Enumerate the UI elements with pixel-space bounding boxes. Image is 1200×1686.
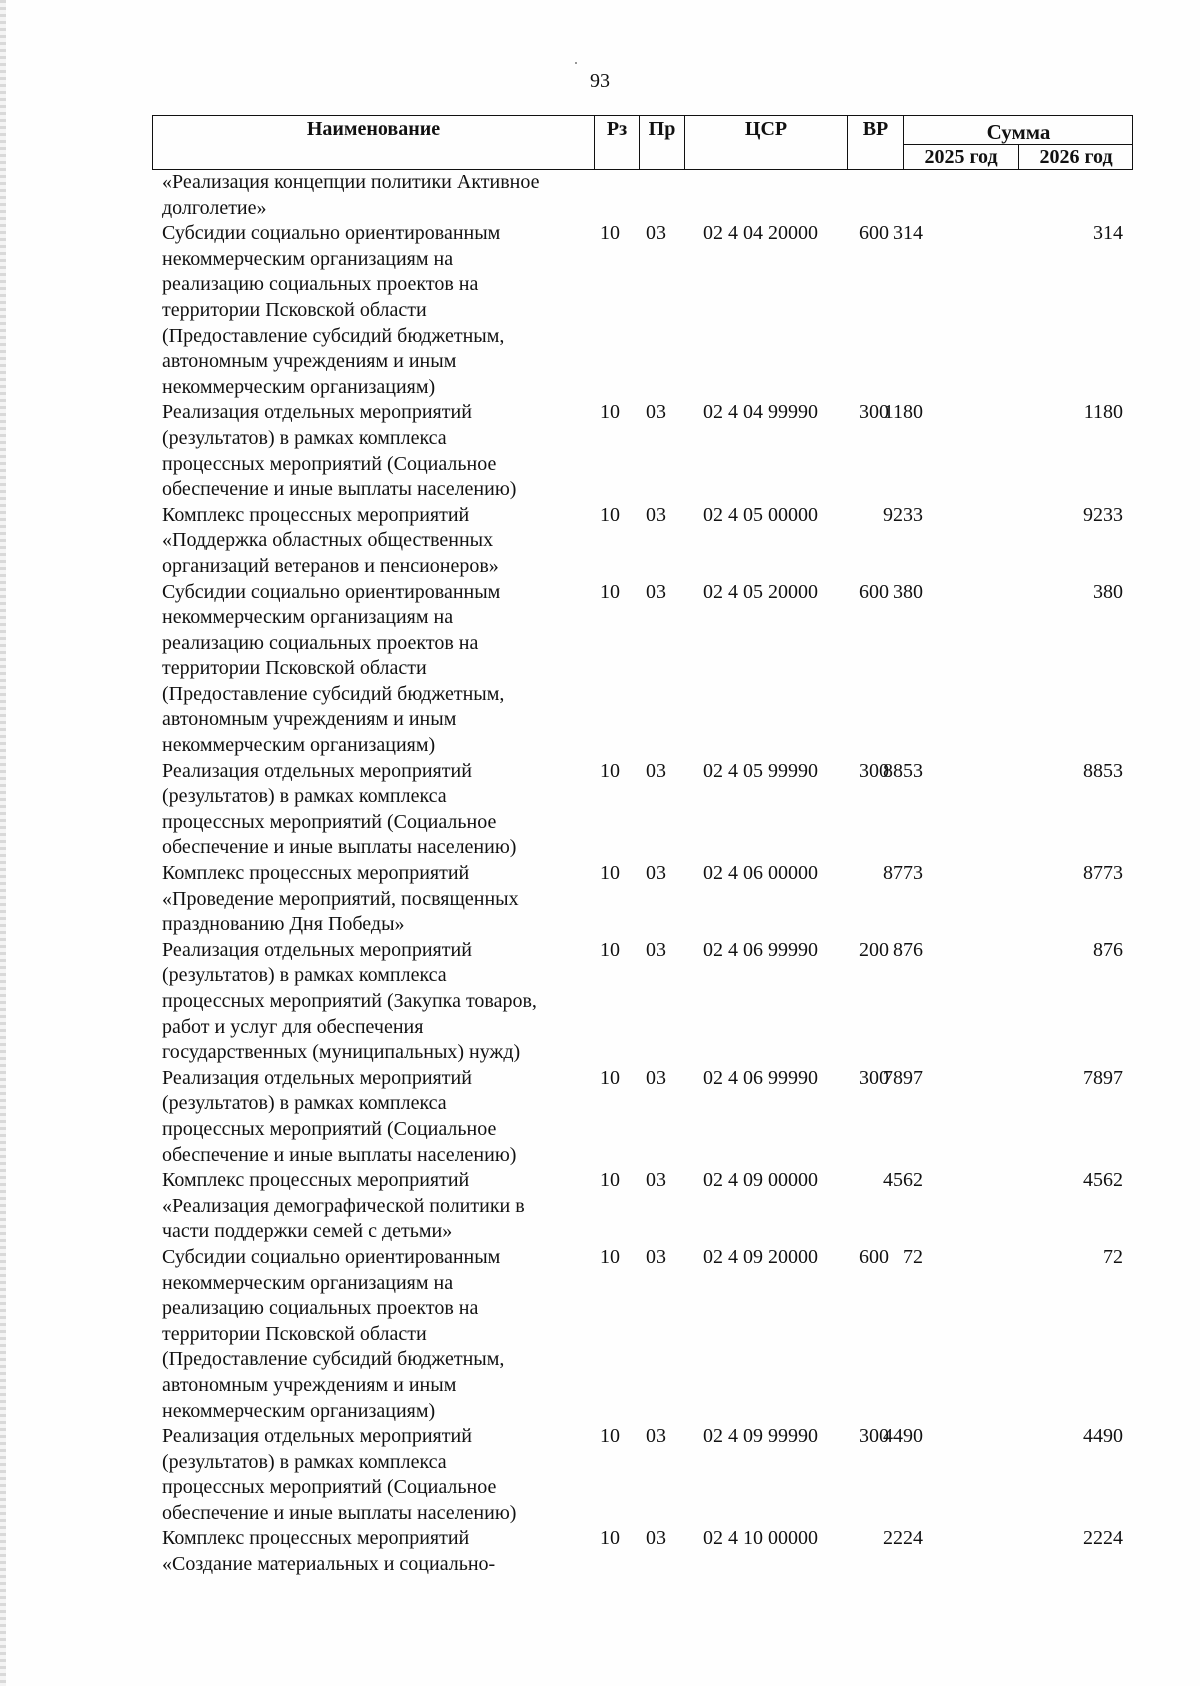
header-csr-cell <box>685 116 848 169</box>
header-pr: Пр <box>648 118 676 140</box>
row-amount-2026: 8853 <box>1083 759 1123 782</box>
row-vr: 600 <box>859 222 889 245</box>
row-amount-2025: 8853 <box>883 759 923 782</box>
row-name-line: некоммерческим организациям на <box>162 606 454 629</box>
row-rz: 10 <box>600 222 620 245</box>
row-amount-2025: 2224 <box>883 1527 923 1550</box>
table-row <box>152 400 1133 502</box>
row-name <box>152 938 592 1066</box>
row-name-line: организаций ветеранов и пенсионеров» <box>162 554 499 577</box>
row-name <box>152 759 592 861</box>
header-year-2026: 2026 год <box>1039 146 1113 168</box>
row-name <box>152 1526 592 1577</box>
row-name-line: «Проведение мероприятий, посвященных <box>162 887 519 910</box>
table-row <box>152 503 1133 580</box>
row-name-line: Реализация отдельных мероприятий <box>162 938 472 961</box>
header-vr-cell <box>848 116 904 169</box>
row-name-line: обеспечение и иные выплаты населению) <box>162 478 517 501</box>
row-rz: 10 <box>600 1066 620 1089</box>
row-amount-2025: 9233 <box>883 503 923 526</box>
row-amount-2025: 876 <box>893 938 923 961</box>
row-name-line: некоммерческим организациям) <box>162 734 436 757</box>
row-amount-2026: 4490 <box>1083 1425 1123 1448</box>
row-amount-2025: 4490 <box>883 1425 923 1448</box>
row-name <box>152 1245 592 1424</box>
row-rz: 10 <box>600 1425 620 1448</box>
row-amount-2025: 314 <box>893 222 923 245</box>
row-pr: 03 <box>646 938 666 961</box>
row-amount-2025: 72 <box>903 1245 923 1268</box>
row-name-line: «Реализация демографической политики в <box>162 1194 525 1217</box>
header-rz: Рз <box>606 118 628 140</box>
row-csr: 02 4 04 20000 <box>703 222 818 245</box>
row-amount-2026: 72 <box>1103 1245 1123 1268</box>
table-body <box>152 170 1133 1578</box>
row-name <box>152 503 592 580</box>
row-name-line: автономным учреждениям и иным <box>162 1373 457 1396</box>
row-name-line: территории Псковской области <box>162 657 427 680</box>
header-csr: ЦСР <box>744 118 788 140</box>
row-rz: 10 <box>600 938 620 961</box>
row-pr: 03 <box>646 862 666 885</box>
row-amount-2026: 380 <box>1093 580 1123 603</box>
row-rz: 10 <box>600 1527 620 1550</box>
row-name-line: части поддержки семей с детьми» <box>162 1220 453 1243</box>
row-name-line: (Предоставление субсидий бюджетным, <box>162 682 505 705</box>
row-csr: 02 4 04 99990 <box>703 401 818 424</box>
row-name-line: обеспечение и иные выплаты населению) <box>162 1143 517 1166</box>
row-name-line: некоммерческим организациям на <box>162 1271 454 1294</box>
table-row <box>152 1066 1133 1168</box>
row-vr: 600 <box>859 580 889 603</box>
row-vr: 300 <box>859 759 889 782</box>
row-name-line: обеспечение и иные выплаты населению) <box>162 1501 517 1524</box>
row-rz: 10 <box>600 862 620 885</box>
table-row <box>152 861 1133 938</box>
row-name-line: (результатов) в рамках комплекса <box>162 964 447 987</box>
header-name-cell <box>153 116 595 169</box>
row-name-line: некоммерческим организациям на <box>162 247 454 270</box>
row-name <box>152 580 592 759</box>
row-name-line: процессных мероприятий (Социальное <box>162 810 497 833</box>
table-row <box>152 1424 1133 1526</box>
row-name-line: обеспечение и иные выплаты населению) <box>162 836 517 859</box>
table-row <box>152 221 1133 400</box>
row-pr: 03 <box>646 580 666 603</box>
row-name-line: Субсидии социально ориентированным <box>162 580 501 603</box>
row-name-line: Реализация отдельных мероприятий <box>162 1066 472 1089</box>
row-csr: 02 4 06 99990 <box>703 938 818 961</box>
row-amount-2025: 4562 <box>883 1169 923 1192</box>
row-name-line: реализацию социальных проектов на <box>162 273 479 296</box>
header-year-2025: 2025 год <box>924 146 998 168</box>
row-csr: 02 4 09 99990 <box>703 1425 818 1448</box>
row-name-line: (Предоставление субсидий бюджетным, <box>162 324 505 347</box>
row-name-line: Комплекс процессных мероприятий <box>162 862 470 885</box>
header-name: Наименование <box>306 118 441 140</box>
row-csr: 02 4 05 20000 <box>703 580 818 603</box>
row-name-line: работ и услуг для обеспечения <box>162 1015 424 1038</box>
row-name-line: процессных мероприятий (Социальное <box>162 452 497 475</box>
row-pr: 03 <box>646 1527 666 1550</box>
page-number: 93 <box>590 70 610 92</box>
table-row <box>152 1168 1133 1245</box>
row-pr: 03 <box>646 759 666 782</box>
row-amount-2026: 2224 <box>1083 1527 1123 1550</box>
row-name <box>152 1066 592 1168</box>
row-name-line: автономным учреждениям и иным <box>162 708 457 731</box>
header-sum: Сумма <box>986 120 1051 144</box>
row-pr: 03 <box>646 1169 666 1192</box>
header-vr: ВР <box>862 118 889 140</box>
row-pr: 03 <box>646 222 666 245</box>
row-name-line: Комплекс процессных мероприятий <box>162 503 470 526</box>
row-pr: 03 <box>646 1066 666 1089</box>
row-amount-2025: 380 <box>893 580 923 603</box>
row-name <box>152 861 592 938</box>
row-name-line: государственных (муниципальных) нужд) <box>162 1041 521 1064</box>
row-name-line: автономным учреждениям и иным <box>162 350 457 373</box>
header-rz-cell <box>595 116 640 169</box>
row-name-line: Реализация отдельных мероприятий <box>162 1425 472 1448</box>
row-name-line: «Реализация концепции политики Активное <box>162 171 540 193</box>
table-row <box>152 938 1133 1066</box>
row-amount-2025: 8773 <box>883 862 923 885</box>
row-name <box>152 170 592 221</box>
row-name-line: территории Псковской области <box>162 298 427 321</box>
row-amount-2026: 4562 <box>1083 1169 1123 1192</box>
table-row <box>152 759 1133 861</box>
row-name-line: «Создание материальных и социально- <box>162 1553 496 1576</box>
row-name-line: процессных мероприятий (Социальное <box>162 1476 497 1499</box>
row-amount-2026: 314 <box>1093 222 1123 245</box>
row-name-line: (Предоставление субсидий бюджетным, <box>162 1348 505 1371</box>
row-name-line: некоммерческим организациям) <box>162 1399 436 1422</box>
row-rz: 10 <box>600 503 620 526</box>
row-name <box>152 1424 592 1526</box>
row-name-line: празднованию Дня Победы» <box>162 913 405 936</box>
row-name <box>152 400 592 502</box>
row-csr: 02 4 06 00000 <box>703 862 818 885</box>
row-rz: 10 <box>600 759 620 782</box>
row-name-line: реализацию социальных проектов на <box>162 631 479 654</box>
row-csr: 02 4 05 99990 <box>703 759 818 782</box>
row-csr: 02 4 09 20000 <box>703 1245 818 1268</box>
row-pr: 03 <box>646 503 666 526</box>
row-name-line: (результатов) в рамках комплекса <box>162 426 447 449</box>
row-name-line: реализацию социальных проектов на <box>162 1297 479 1320</box>
row-pr: 03 <box>646 1425 666 1448</box>
table-row <box>152 1526 1133 1577</box>
table-row <box>152 1245 1133 1424</box>
row-name-line: долголетие» <box>162 196 267 219</box>
row-name-line: территории Псковской области <box>162 1322 427 1345</box>
row-name-line: Субсидии социально ориентированным <box>162 222 501 245</box>
row-vr: 200 <box>859 938 889 961</box>
row-name-line: некоммерческим организациям) <box>162 375 436 398</box>
row-amount-2026: 9233 <box>1083 503 1123 526</box>
row-rz: 10 <box>600 401 620 424</box>
row-csr: 02 4 10 00000 <box>703 1527 818 1550</box>
row-name-line: Комплекс процессных мероприятий <box>162 1527 470 1550</box>
row-name-line: Реализация отдельных мероприятий <box>162 401 472 424</box>
row-vr: 300 <box>859 401 889 424</box>
row-pr: 03 <box>646 1245 666 1268</box>
row-csr: 02 4 05 00000 <box>703 503 818 526</box>
row-amount-2026: 1180 <box>1083 401 1123 424</box>
row-name-line: Реализация отдельных мероприятий <box>162 759 472 782</box>
row-name <box>152 1168 592 1245</box>
header-pr-cell <box>640 116 685 169</box>
row-name-line: Комплекс процессных мероприятий <box>162 1169 470 1192</box>
row-amount-2026: 8773 <box>1083 862 1123 885</box>
row-amount-2025: 7897 <box>883 1066 923 1089</box>
row-rz: 10 <box>600 580 620 603</box>
row-name-line: Субсидии социально ориентированным <box>162 1245 501 1268</box>
row-name-line: (результатов) в рамках комплекса <box>162 1092 447 1115</box>
row-rz: 10 <box>600 1245 620 1268</box>
row-vr: 300 <box>859 1066 889 1089</box>
table-header <box>152 115 1133 170</box>
row-csr: 02 4 09 00000 <box>703 1169 818 1192</box>
row-amount-2026: 7897 <box>1083 1066 1123 1089</box>
row-name-line: процессных мероприятий (Закупка товаров, <box>162 990 537 1012</box>
row-amount-2025: 1180 <box>883 401 923 424</box>
scan-speck <box>575 62 577 64</box>
header-sum-group <box>904 116 1133 169</box>
row-amount-2026: 876 <box>1093 938 1123 961</box>
row-name <box>152 221 592 400</box>
row-name-line: «Поддержка областных общественных <box>162 529 494 552</box>
row-vr: 300 <box>859 1425 889 1448</box>
row-name-line: процессных мероприятий (Социальное <box>162 1117 497 1140</box>
row-pr: 03 <box>646 401 666 424</box>
table-row <box>152 580 1133 759</box>
row-rz: 10 <box>600 1169 620 1192</box>
table-row <box>152 170 1133 221</box>
scan-edge <box>0 0 6 1686</box>
row-name-line: (результатов) в рамках комплекса <box>162 785 447 808</box>
row-vr: 600 <box>859 1245 889 1268</box>
row-name-line: (результатов) в рамках комплекса <box>162 1450 447 1473</box>
row-csr: 02 4 06 99990 <box>703 1066 818 1089</box>
